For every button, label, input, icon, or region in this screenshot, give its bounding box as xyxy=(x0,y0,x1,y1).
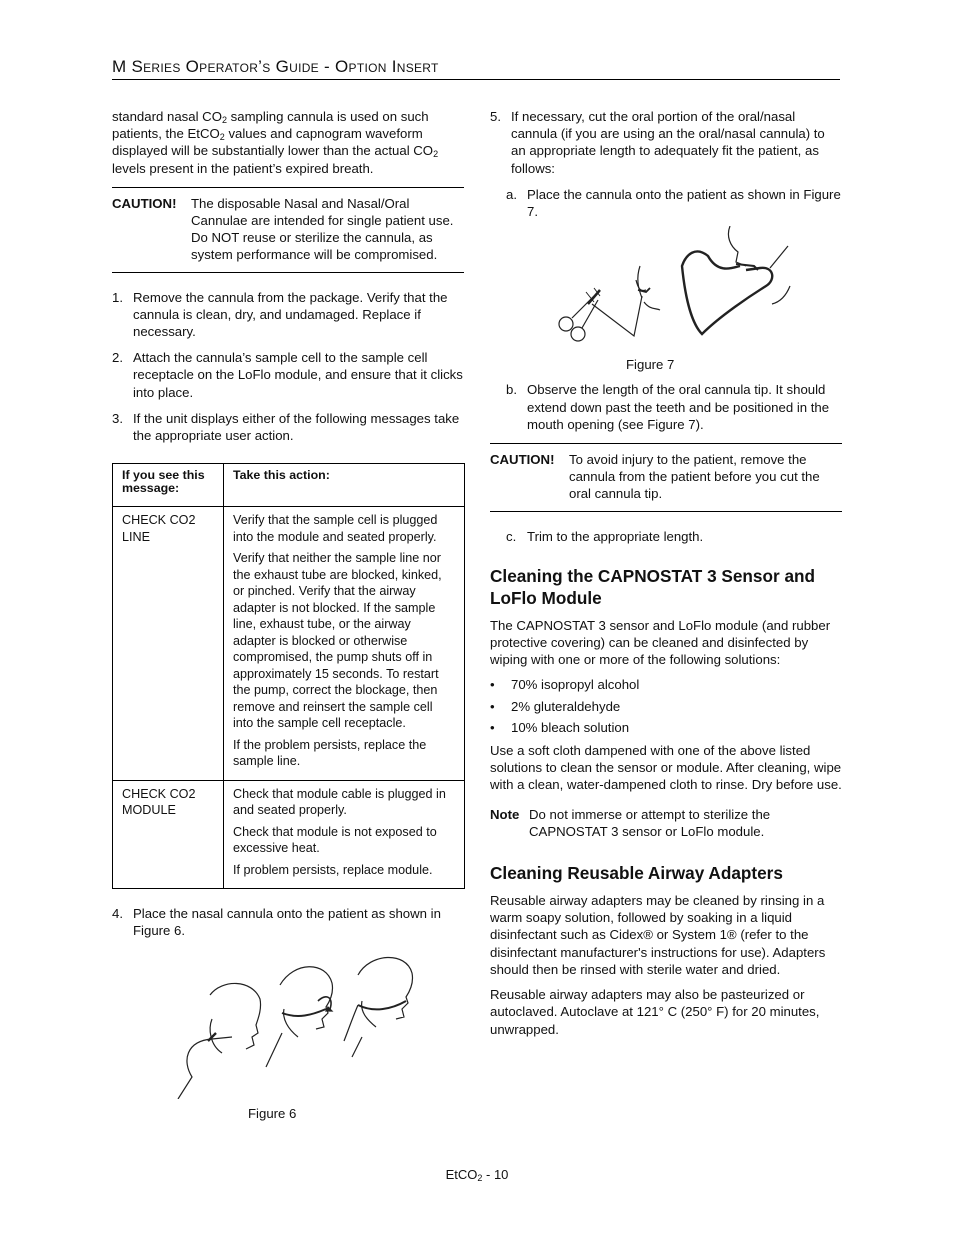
figure-6-caption: Figure 6 xyxy=(248,1105,297,1121)
step-3: 3. If the unit displays either of the following messages take the appropriate user action. xyxy=(112,410,460,444)
step-5: 5. If necessary, cut the oral portion of the oral/nasal cannula (if you are using an the oral/nasal cannula) to an appropriate length to adequately fit the patient, as follows: xyxy=(490,109,825,176)
table-row xyxy=(113,507,465,781)
section-paragraph: The CAPNOSTAT 3 sensor and LoFlo module (and rubber protective covering) can be cleaned and disinfected by wiping with one or more of the following solutions: xyxy=(490,617,831,668)
list-item: • 10% bleach solution xyxy=(490,719,630,735)
note-label: Note xyxy=(490,806,520,822)
caution-block xyxy=(112,187,464,273)
steps-list-right xyxy=(490,108,842,177)
table-header-message: If you see this message: xyxy=(113,464,224,507)
caution-label: CAUTION! xyxy=(490,452,555,468)
table-header-action: Take this action: xyxy=(224,464,465,507)
step-5a: a. Place the cannula onto the patient as shown in Figure 7. xyxy=(506,186,841,220)
right-column xyxy=(490,108,842,1046)
message-action-table xyxy=(112,463,465,889)
page-header: M Series Operator’s Guide - Option Insert xyxy=(112,58,840,80)
page-footer: EtCO$_2$ - 10 xyxy=(445,1167,509,1183)
steps-list xyxy=(112,289,464,445)
section-heading-cleaning-adapters: Cleaning Reusable Airway Adapters xyxy=(490,863,783,884)
step-1: 1. Remove the cannula from the package. Verify that the cannula is clean, dry, and undamaged. Replace if necessary. xyxy=(112,289,448,340)
figure-6-illustration xyxy=(112,949,464,1099)
list-item: • 70% isopropyl alcohol xyxy=(490,677,640,693)
step-5c: c. Trim to the appropriate length. xyxy=(506,528,704,544)
steps-list-continued xyxy=(112,905,464,939)
list-item: • 2% gluteraldehyde xyxy=(490,698,621,714)
note-text: Do not immerse or attempt to sterilize the CAPNOSTAT 3 sensor or LoFlo module. xyxy=(529,806,771,839)
table-cell-message: CHECK CO2 MODULE xyxy=(113,780,224,889)
caution-block xyxy=(490,443,842,512)
table-cell-actions: Verify that the sample cell is plugged into the module and seated properly. Verify that neither the sample line nor the exhaust tube are blocked, kinked, or pinched. Verify that the airway adapter is not blocked. If the sample line, exhaust tube, or the airway adapter is blocked or otherwise compromised, the pump shuts off in approximately 15 seconds. To restart the pump, correct the blockage, then remove and reinsert the sample cell into the sample cell receptacle. If the problem persists, replace the sample line. xyxy=(224,507,465,781)
section-paragraph: Reusable airway adapters may be cleaned by rinsing in a warm soapy solution, followed by soaking in a liquid disinfectant such as Cidex® or System 1® (refer to the disinfectant manufacturer's instructions for use). Adapters should then be rinsed with sterile water and dried. xyxy=(490,893,826,977)
caution-text: The disposable Nasal and Nasal/Oral Cannulae are intended for single patient use. Do NOT reuse or sterilize the cannula, as system performance will be compromised. xyxy=(191,195,454,263)
table-cell-actions: Check that module cable is plugged in and seated properly. Check that module is not exposed to excessive heat. If problem persists, replace module. xyxy=(224,780,465,889)
section-paragraph: Reusable airway adapters may also be pasteurized or autoclaved. Autoclave at 121° C (250° F) for 20 minutes, unwrapped. xyxy=(490,987,820,1037)
left-column xyxy=(112,108,464,1122)
figure-7-caption: Figure 7 xyxy=(626,357,675,373)
step-4: 4. Place the nasal cannula onto the patient as shown in Figure 6. xyxy=(112,906,441,939)
intro-paragraph: standard nasal $CO_2$ sampling cannula is used on such patients, the EtCO$_2$ values and capnogram waveform displayed will be substantially lower than the actual $CO_2$ levels present in the patient’s expired breath. xyxy=(112,109,439,176)
step-2: 2. Attach the cannula’s sample cell to the sample cell receptacle on the LoFlo module, and ensure that it clicks into place. xyxy=(112,350,463,400)
section-paragraph: Use a soft cloth dampened with one of the above listed solutions to clean the sensor or module. After cleaning, wipe with a clean, water-dampened cloth to rinse. Dry before use. xyxy=(490,743,842,793)
caution-text: To avoid injury to the patient, remove the cannula from the patient before you cut the oral cannula tip. xyxy=(569,452,820,502)
table-header-row xyxy=(113,464,465,507)
note-block xyxy=(490,806,842,840)
section-heading-cleaning-sensor: Cleaning the CAPNOSTAT 3 Sensor and LoFlo Module xyxy=(490,565,816,608)
figure-7-illustration xyxy=(490,226,842,346)
table-row xyxy=(113,780,465,889)
caution-label: CAUTION! xyxy=(112,195,177,211)
step-5b: b. Observe the length of the oral cannula tip. It should extend down past the teeth and be positioned in the mouth opening (see Figure 7). xyxy=(506,382,830,432)
solutions-list xyxy=(490,676,842,736)
table-cell-message: CHECK CO2 LINE xyxy=(113,507,224,781)
